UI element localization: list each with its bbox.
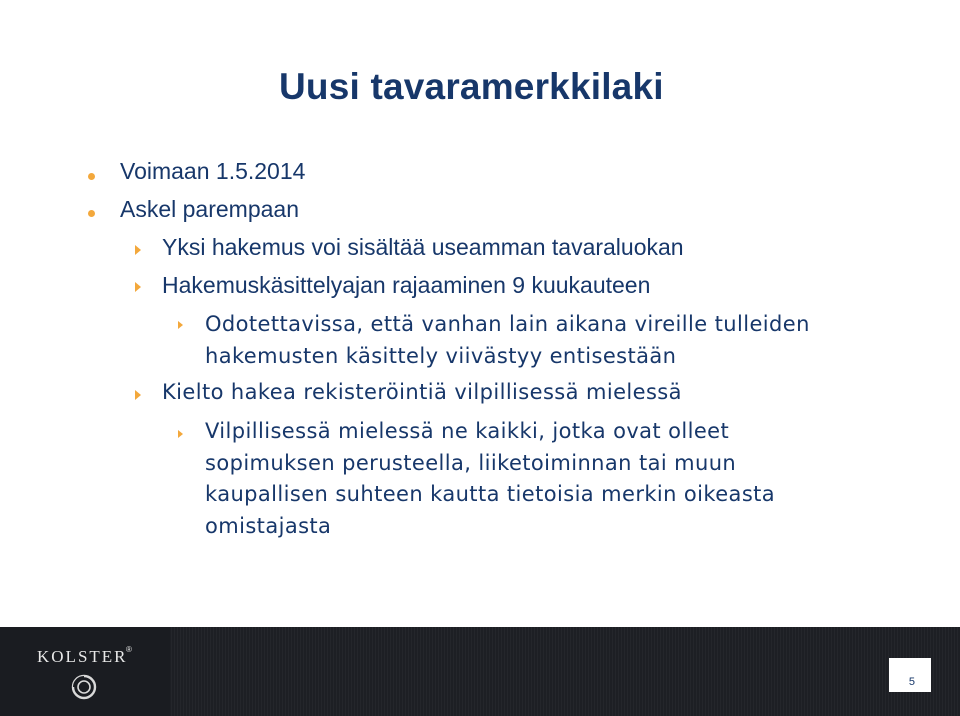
bullet-vilpillisessa-3: kaupallisen suhteen kautta tietoisia merkin oikeasta <box>205 482 776 506</box>
footer-bar <box>0 627 960 716</box>
bullet-arrow-icon <box>178 321 183 329</box>
bullet-kasittelyaika: Hakemuskäsittelyajan rajaaminen 9 kuukauteen <box>162 272 651 298</box>
bullet-vilpillisessa-2: sopimuksen perusteella, liiketoiminnan tai muun <box>205 451 737 475</box>
bullet-arrow-icon <box>135 245 141 255</box>
bullet-arrow-icon <box>135 282 141 292</box>
kolster-logo <box>0 627 170 716</box>
bullet-kielto: Kielto hakea rekisteröintiä vilpillisessä mielessä <box>162 380 682 404</box>
bullet-odotettavissa-2: hakemusten käsittely viivästyy entisestään <box>205 344 677 368</box>
slide-title: Uusi tavaramerkkilaki <box>279 66 664 107</box>
page-number-box <box>889 658 931 692</box>
bullet-dot-icon <box>88 210 95 217</box>
bullet-yksi-hakemus: Yksi hakemus voi sisältää useamman tavaraluokan <box>162 234 684 260</box>
logo-ring-icon <box>70 673 98 701</box>
bullet-odotettavissa-1: Odotettavissa, että vanhan lain aikana vireille tulleiden <box>205 312 810 336</box>
logo-wordmark: KOLSTER <box>37 647 128 666</box>
bullet-voimaan: Voimaan 1.5.2014 <box>120 158 306 184</box>
bullet-dot-icon <box>88 173 95 180</box>
registered-mark: ® <box>126 645 132 654</box>
bullet-arrow-icon <box>135 390 141 400</box>
bullet-askel: Askel parempaan <box>120 196 299 222</box>
bullet-vilpillisessa-1: Vilpillisessä mielessä ne kaikki, jotka ovat olleet <box>205 419 730 443</box>
bullet-vilpillisessa-4: omistajasta <box>205 514 332 538</box>
bullet-arrow-icon <box>178 430 183 438</box>
page-number: 5 <box>908 676 915 688</box>
